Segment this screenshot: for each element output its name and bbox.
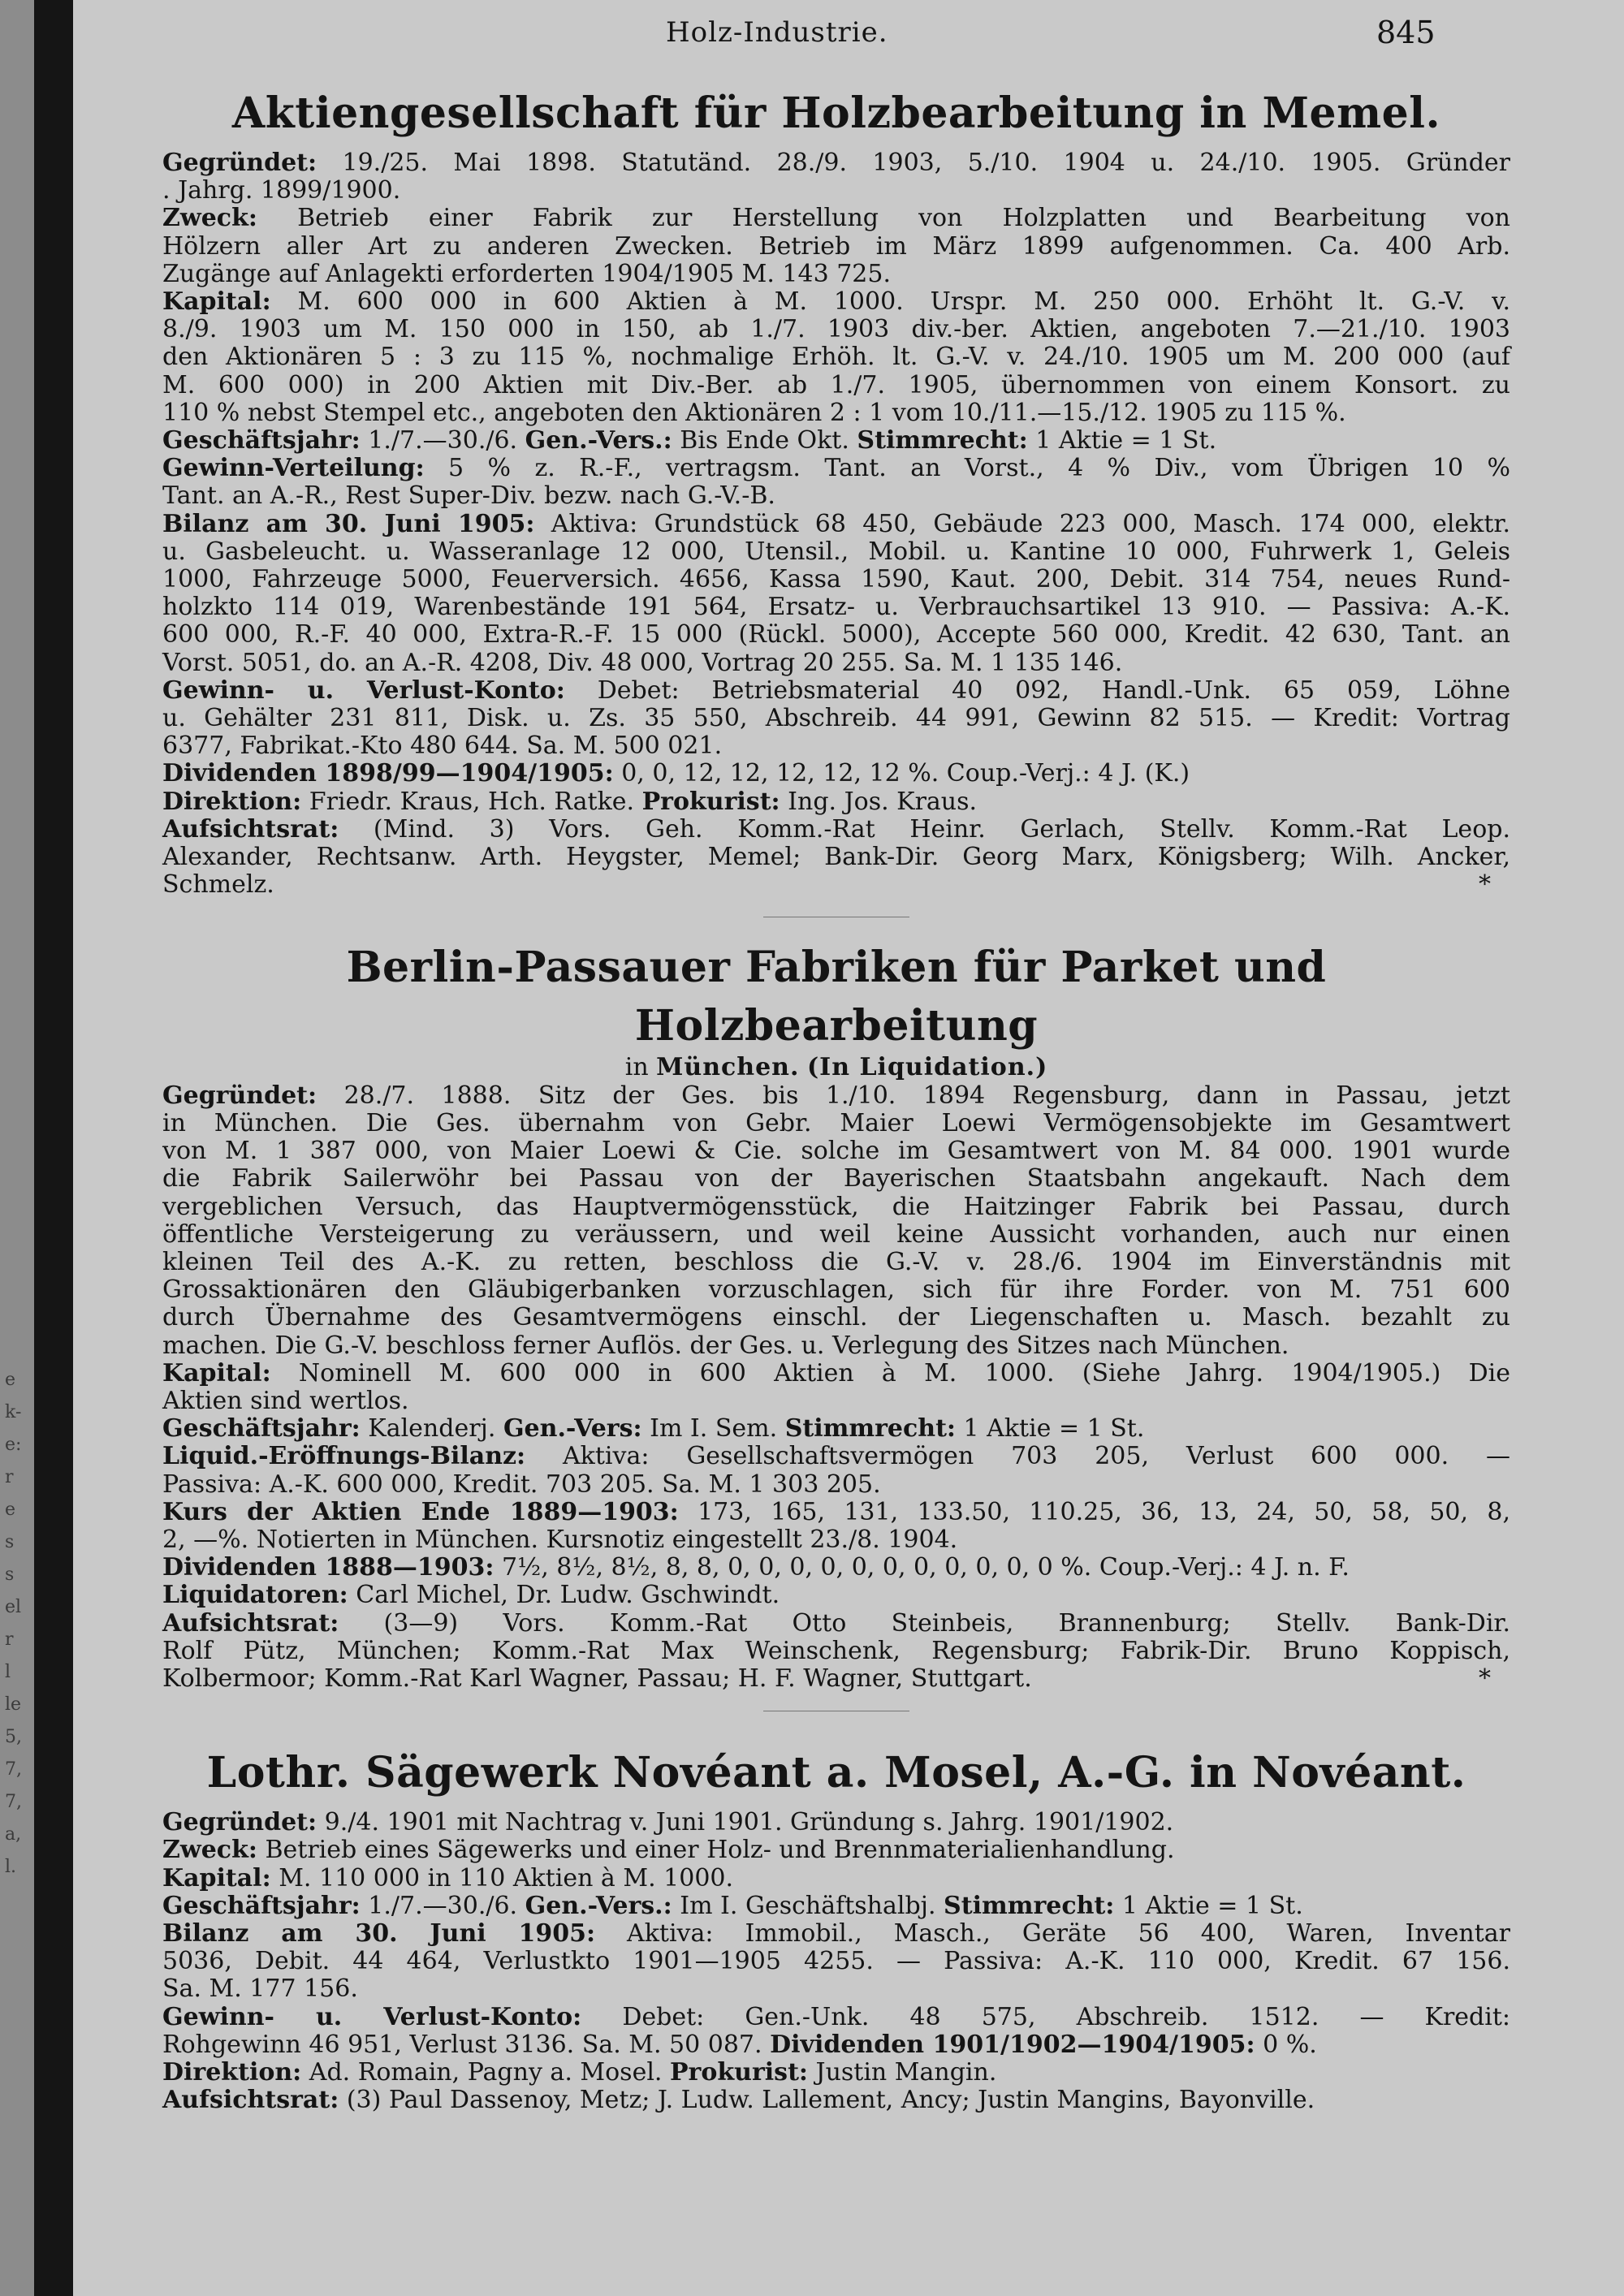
field-text: Debet: Gen.-Unk. 48 575, Abschreib. 1512. — Kredit:	[581, 2002, 1511, 2031]
field-text: Nominell M. 600 000 in 600 Aktien à M. 1000. (Siehe Jahrg. 1904/1905.) Die	[270, 1358, 1510, 1388]
field-text: Bis Ende Okt.	[672, 426, 857, 455]
field-label: Aufsichtsrat:	[162, 814, 339, 844]
text-line	[162, 566, 1510, 593]
field-text: holzkto 114 019, Warenbestände 191 564, Ersatz- u. Verbrauchsartikel 13 910. — Passiva: A.-K.	[162, 593, 1510, 622]
field-label: Dividenden 1888—1903:	[162, 1553, 495, 1582]
field-text: Schmelz.	[162, 870, 274, 900]
field-text: M. 110 000 in 110 Aktien à M. 1000.	[270, 1863, 734, 1892]
field-text: 9./4. 1901 mit Nachtrag v. Juni 1901. Gründung s. Jahrg. 1901/1902.	[317, 1808, 1174, 1837]
field-text: Aktien sind wertlos.	[162, 1386, 409, 1415]
field-text: 0, 0, 12, 12, 12, 12, 12 %. Coup.-Verj.: 4 J. (K.)	[613, 759, 1190, 788]
field-text: . Jahrg. 1899/1900.	[162, 176, 401, 205]
text-line	[162, 233, 1510, 261]
margin-fragment: a,	[5, 1824, 22, 1845]
page-edge	[0, 0, 34, 2296]
text-line	[162, 1948, 1510, 1975]
margin-fragment: 5,	[5, 1727, 22, 1747]
field-text: den Aktionären 5 : 3 zu 115 %, nochmalige Erhöh. lt. G.-V. v. 24./10. 1905 um M. 200 000 (auf	[162, 343, 1510, 372]
margin-fragment: s	[5, 1532, 15, 1552]
margin-fragment: r	[5, 1629, 14, 1650]
subtitle-location: München.	[656, 1053, 800, 1082]
field-text: Rohgewinn 46 951, Verlust 3136. Sa. M. 50 087.	[162, 2030, 771, 2059]
text-line	[162, 1665, 1510, 1693]
text-line	[162, 1920, 1510, 1948]
field-text: Passiva: A.-K. 600 000, Kredit. 703 205. Sa. M. 1 303 205.	[162, 1470, 881, 1499]
text-line	[162, 1249, 1510, 1276]
field-label: Stimmrecht:	[784, 1414, 956, 1444]
field-label: Dividenden 1898/99—1904/1905:	[162, 759, 614, 788]
field-text: durch Übernahme des Gesamtvermögens einschl. der Liegenschaften u. Masch. bezahlt zu	[162, 1303, 1510, 1332]
field-label: Bilanz am 30. Juni 1905:	[162, 509, 535, 538]
field-text: 600 000, R.-F. 40 000, Extra-R.-F. 15 000 (Rückl. 5000), Accepte 560 000, Kredit. 42 630, Tant. an	[162, 620, 1510, 650]
field-text: 7½, 8½, 8½, 8, 8, 0, 0, 0, 0, 0, 0, 0, 0, 0, 0, 0 %. Coup.-Verj.: 4 J. n. F.	[494, 1553, 1350, 1582]
field-text: Vorst. 5051, do. an A.-R. 4208, Div. 48 000, Vortrag 20 255. Sa. M. 1 135 146.	[162, 648, 1123, 677]
text-line	[162, 538, 1510, 566]
field-label: Gegründet:	[162, 1808, 317, 1837]
field-text: M. 600 000) in 200 Aktien mit Div.-Ber. ab 1./7. 1905, übernommen von einem Konsort. zu	[162, 370, 1510, 399]
text-line	[162, 482, 1510, 510]
text-line	[162, 316, 1510, 343]
field-text: machen. Die G.-V. beschloss ferner Auflös. der Ges. u. Verlegung des Sitzes nach München.	[162, 1331, 1289, 1360]
field-text: Betrieb einer Fabrik zur Herstellung von Holzplatten und Bearbeitung von	[257, 204, 1510, 233]
text-line	[162, 760, 1510, 788]
field-text: Grossaktionären den Gläubigerbanken vorzuschlagen, sich für ihre Forder. von M. 751 600	[162, 1275, 1510, 1305]
text-line	[162, 844, 1510, 871]
text-line	[162, 399, 1510, 427]
text-line	[162, 1638, 1510, 1665]
text-line	[162, 1892, 1510, 1920]
field-text: (3—9) Vors. Komm.-Rat Otto Steinbeis, Brannenburg; Stellv. Bank-Dir.	[339, 1608, 1510, 1638]
field-text: 19./25. Mai 1898. Statutänd. 28./9. 1903, 5./10. 1904 u. 24./10. 1905. Gründer	[317, 149, 1510, 177]
field-text: 0 %.	[1255, 2030, 1317, 2059]
margin-fragment: e	[5, 1500, 16, 1520]
field-label: Gewinn- u. Verlust-Konto:	[162, 2002, 582, 2031]
field-text: 2, —%. Notierten in München. Kursnotiz eingestellt 23./8. 1904.	[162, 1525, 958, 1554]
margin-fragment: e:	[5, 1435, 22, 1455]
margin-fragments	[5, 1364, 29, 1884]
text-line	[162, 650, 1510, 677]
text-line	[162, 1165, 1510, 1193]
field-text: von M. 1 387 000, von Maier Loewi & Cie. solche im Gesamtwert von M. 84 000. 1901 wurde	[162, 1137, 1510, 1166]
field-text: Rolf Pütz, München; Komm.-Rat Max Weinschenk, Regensburg; Fabrik-Dir. Bruno Koppisch,	[162, 1636, 1510, 1665]
field-text: (3) Paul Dassenoy, Metz; J. Ludw. Lallement, Ancy; Justin Mangins, Bayonville.	[339, 2086, 1315, 2115]
field-label: Liquidatoren:	[162, 1581, 348, 1610]
field-text: Debet: Betriebsmaterial 40 092, Handl.-Unk. 65 059, Löhne	[564, 675, 1510, 705]
company-title: Lothr. Sägewerk Novéant a. Mosel, A.-G. in Novéant.	[206, 1748, 1466, 1798]
company-title: Berlin-Passauer Fabriken für Parket und Holzbearbeitung	[346, 943, 1327, 1051]
text-line	[162, 1388, 1510, 1415]
field-text: Ing. Jos. Kraus.	[780, 787, 978, 816]
company-entry	[162, 939, 1510, 1693]
text-line	[162, 288, 1510, 316]
text-line	[162, 871, 1510, 899]
text-line	[162, 1193, 1510, 1221]
field-text: Friedr. Kraus, Hch. Ratke.	[301, 787, 642, 816]
entry-end-mark: *	[1479, 1664, 1491, 1693]
subtitle-status: (In Liquidation.)	[806, 1053, 1048, 1082]
text-line	[162, 1582, 1510, 1609]
running-title: Holz-Industrie.	[666, 16, 888, 49]
field-text: 1000, Fahrzeuge 5000, Feuerversich. 4656, Kassa 1590, Kaut. 200, Debit. 314 754, neues Rund-	[162, 565, 1510, 594]
field-text: Alexander, Rechtsanw. Arth. Heygster, Memel; Bank-Dir. Georg Marx, Königsberg; Wilh. Ancker,	[162, 843, 1510, 872]
running-header	[73, 16, 1624, 57]
field-label: Kapital:	[162, 287, 271, 317]
field-label: Kapital:	[162, 1863, 271, 1892]
entry-end-mark: *	[1479, 870, 1491, 900]
field-text: Im I. Geschäftshalbj.	[672, 1891, 944, 1920]
field-label: Kapital:	[162, 1358, 271, 1388]
field-text: M. 600 000 in 600 Aktien à M. 1000. Urspr. M. 250 000. Erhöht lt. G.-V. v.	[270, 287, 1510, 317]
field-text: Tant. an A.-R., Rest Super-Div. bezw. nach G.-V.-B.	[162, 481, 775, 511]
text-line	[162, 149, 1510, 177]
margin-fragment: l.	[5, 1857, 17, 1877]
text-line	[162, 621, 1510, 649]
text-line	[162, 788, 1510, 816]
text-line	[162, 1809, 1510, 1836]
text-line	[162, 1332, 1510, 1360]
margin-fragment: r	[5, 1467, 14, 1487]
field-text: 1 Aktie = 1 St.	[956, 1414, 1145, 1444]
margin-fragment: s	[5, 1564, 15, 1585]
text-line	[162, 261, 1510, 288]
field-label: Prokurist:	[670, 2057, 808, 2087]
field-text: Justin Mangin.	[808, 2057, 997, 2087]
field-label: Gewinn- u. Verlust-Konto:	[162, 675, 565, 705]
field-label: Geschäftsjahr:	[162, 426, 361, 455]
text-line	[162, 593, 1510, 621]
text-line	[162, 1137, 1510, 1165]
field-text: 1./7.—30./6.	[360, 1891, 525, 1920]
field-text: öffentliche Versteigerung zu veräussern, und weil keine Aussicht vorhanden, auch nur einen	[162, 1219, 1510, 1249]
field-text: Betrieb eines Sägewerks und einer Holz- und Brennmaterialienhandlung.	[257, 1836, 1175, 1865]
text-line	[162, 1082, 1510, 1110]
book-spine	[34, 0, 73, 2296]
text-line	[162, 455, 1510, 482]
text-line	[162, 343, 1510, 371]
text-line	[162, 511, 1510, 538]
company-title: Aktiengesellschaft für Holzbearbeitung in Memel.	[231, 88, 1441, 138]
field-label: Gegründet:	[162, 1081, 317, 1110]
field-label: Kurs der Aktien Ende 1889—1903:	[162, 1497, 679, 1526]
field-text: in München. Die Ges. übernahm von Gebr. Maier Loewi Vermögensobjekte im Gesamtwert	[162, 1108, 1510, 1137]
text-line	[162, 2059, 1510, 2087]
text-line	[162, 1554, 1510, 1582]
field-text: Kalenderj.	[360, 1414, 503, 1444]
text-line	[162, 1499, 1510, 1526]
margin-fragment: 7,	[5, 1759, 22, 1780]
text-line	[162, 1443, 1510, 1470]
text-line	[162, 1471, 1510, 1499]
field-text: u. Gehälter 231 811, Disk. u. Zs. 35 550, Abschreib. 44 991, Gewinn 82 515. — Kredit: Vortrag	[162, 704, 1510, 733]
field-text: Aktiva: Gesellschaftsvermögen 703 205, Verlust 600 000. —	[525, 1442, 1510, 1471]
field-text: Hölzern aller Art zu anderen Zwecken. Betrieb im März 1899 aufgenommen. Ca. 400 Arb.	[162, 231, 1510, 261]
field-text: Aktiva: Immobil., Masch., Geräte 56 400, Waren, Inventar	[595, 1918, 1510, 1948]
field-text: 8./9. 1903 um M. 150 000 in 150, ab 1./7. 1903 div.-ber. Aktien, angeboten 7.—21./10. 1903	[162, 315, 1510, 344]
field-label: Zweck:	[162, 204, 257, 233]
field-text: Sa. M. 177 156.	[162, 1974, 358, 2004]
field-label: Liquid.-Eröffnungs-Bilanz:	[162, 1442, 526, 1471]
field-text: (Mind. 3) Vors. Geh. Komm.-Rat Heinr. Gerlach, Stellv. Komm.-Rat Leop.	[339, 814, 1510, 844]
field-text: Zugänge auf Anlagekti erforderten 1904/1905 M. 143 725.	[162, 259, 891, 288]
field-text: 5036, Debit. 44 464, Verlustkto 1901—1905 4255. — Passiva: A.-K. 110 000, Kredit. 67 156.	[162, 1947, 1510, 1976]
field-label: Gewinn-Verteilung:	[162, 454, 425, 483]
page	[73, 0, 1624, 2296]
text-line	[162, 1110, 1510, 1137]
field-label: Direktion:	[162, 2057, 302, 2087]
text-line	[162, 177, 1510, 205]
field-text: kleinen Teil des A.-K. zu retten, beschloss die G.-V. v. 28./6. 1904 im Einverständnis mit	[162, 1247, 1510, 1276]
margin-fragment: e	[5, 1370, 16, 1390]
field-label: Zweck:	[162, 1836, 257, 1865]
field-label: Bilanz am 30. Juni 1905:	[162, 1918, 596, 1948]
margin-fragment: l	[5, 1662, 11, 1682]
field-text: 1 Aktie = 1 St.	[1027, 426, 1217, 455]
field-text: Kolbermoor; Komm.-Rat Karl Wagner, Passau; H. F. Wagner, Stuttgart.	[162, 1664, 1032, 1693]
field-label: Gen.-Vers.:	[525, 1891, 672, 1920]
field-text: Aktiva: Grundstück 68 450, Gebäude 223 000, Masch. 174 000, elektr.	[534, 509, 1510, 538]
field-label: Gen.-Vers.:	[525, 426, 672, 455]
field-text: die Fabrik Sailerwöhr bei Passau von der Bayerischen Staatsbahn angekauft. Nach dem	[162, 1164, 1510, 1193]
field-label: Prokurist:	[641, 787, 780, 816]
page-content	[162, 84, 1510, 2114]
field-label: Aufsichtsrat:	[162, 2086, 339, 2115]
field-text: 5 % z. R.-F., vertragsm. Tant. an Vorst., 4 % Div., vom Übrigen 10 %	[424, 454, 1510, 483]
field-text: 173, 165, 131, 133.50, 110.25, 36, 13, 24, 50, 58, 50, 8,	[678, 1497, 1510, 1526]
company-subtitle	[162, 1054, 1510, 1081]
field-text: 1 Aktie = 1 St.	[1114, 1891, 1303, 1920]
text-line	[162, 2004, 1510, 2031]
field-text: 110 % nebst Stempel etc., angeboten den Aktionären 2 : 1 vom 10./11.—15./12. 1905 zu 115 %.	[162, 398, 1346, 427]
field-text: 28./7. 1888. Sitz der Ges. bis 1./10. 1894 Regensburg, dann in Passau, jetzt	[317, 1081, 1510, 1110]
margin-fragment: el	[5, 1597, 22, 1617]
text-line	[162, 732, 1510, 760]
text-line	[162, 1415, 1510, 1443]
field-label: Gen.-Vers:	[503, 1414, 642, 1444]
margin-fragment: k-	[5, 1402, 22, 1422]
text-line	[162, 1526, 1510, 1554]
text-line	[162, 1836, 1510, 1864]
text-line	[162, 205, 1510, 232]
text-line	[162, 1975, 1510, 2003]
field-label: Stimmrecht:	[857, 426, 1028, 455]
field-text: vergeblichen Versuch, das Hauptvermögensstück, die Haitzinger Fabrik bei Passau, durch	[162, 1192, 1510, 1221]
margin-fragment: 7,	[5, 1792, 22, 1812]
text-line	[162, 1304, 1510, 1331]
field-label: Stimmrecht:	[944, 1891, 1115, 1920]
field-text: Im I. Sem.	[641, 1414, 785, 1444]
field-text: u. Gasbeleucht. u. Wasseranlage 12 000, Utensil., Mobil. u. Kantine 10 000, Fuhrwerk 1, Geleis	[162, 537, 1510, 566]
field-label: Dividenden 1901/1902—1904/1905:	[770, 2030, 1255, 2059]
field-label: Aufsichtsrat:	[162, 1608, 339, 1638]
subtitle-prefix: in	[624, 1053, 657, 1082]
text-line	[162, 677, 1510, 705]
field-label: Geschäftsjahr:	[162, 1891, 361, 1920]
text-line	[162, 2087, 1510, 2114]
text-line	[162, 816, 1510, 844]
text-line	[162, 1276, 1510, 1304]
text-line	[162, 1610, 1510, 1638]
text-line	[162, 1360, 1510, 1388]
text-line	[162, 705, 1510, 732]
text-line	[162, 2031, 1510, 2059]
page-number: 845	[1376, 15, 1436, 50]
text-line	[162, 1221, 1510, 1249]
company-entry	[162, 1744, 1510, 2114]
text-line	[162, 372, 1510, 399]
field-text: Ad. Romain, Pagny a. Mosel.	[301, 2057, 670, 2087]
margin-fragment: le	[5, 1694, 22, 1715]
text-line	[162, 1865, 1510, 1892]
field-text: 6377, Fabrikat.-Kto 480 644. Sa. M. 500 021.	[162, 732, 723, 761]
text-line	[162, 427, 1510, 455]
field-label: Gegründet:	[162, 149, 317, 177]
field-label: Direktion:	[162, 787, 302, 816]
company-entry	[162, 84, 1510, 899]
field-text: 1./7.—30./6.	[360, 426, 525, 455]
field-label: Geschäftsjahr:	[162, 1414, 361, 1444]
field-text: Carl Michel, Dr. Ludw. Gschwindt.	[348, 1581, 780, 1610]
